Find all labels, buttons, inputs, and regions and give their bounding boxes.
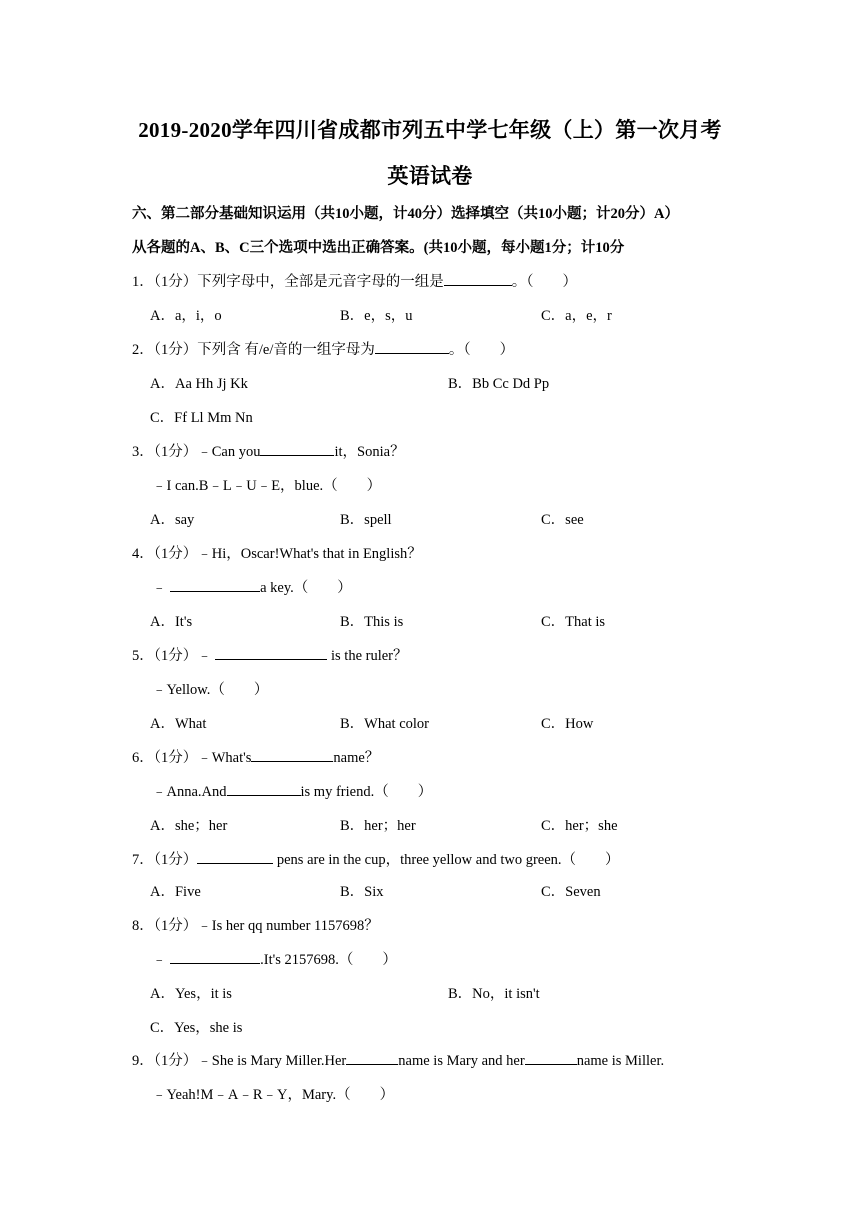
question-text: 9．（1分）﹣She is Mary Miller.Her — [132, 1053, 347, 1069]
question-6-option-c: C．her；she — [541, 818, 618, 834]
answer-blank — [170, 577, 260, 592]
question-8-option-c: C．Yes，she is — [150, 1020, 243, 1036]
question-7-stem — [132, 848, 620, 869]
question-text: name is Miller. — [576, 1053, 665, 1069]
question-3-option-b: B．spell — [340, 512, 392, 528]
answer-blank — [197, 849, 273, 864]
question-7-option-a: A．Five — [150, 884, 201, 900]
question-2-option-c: C．Ff Ll Mm Nn — [150, 410, 253, 426]
answer-blank — [444, 271, 512, 286]
question-text: 2．（1分）下列含 有/e/音的一组字母为 — [132, 342, 375, 358]
question-2-option-a: A．Aa Hh Jj Kk — [150, 376, 248, 392]
question-5-response: ﹣Yellow.（ ） — [152, 682, 269, 698]
question-text: it，Sonia？ — [334, 444, 405, 460]
answer-blank — [251, 747, 333, 762]
question-text: is the ruler？ — [327, 648, 408, 664]
question-1-stem — [132, 270, 577, 291]
question-1-option-c: C．a，e，r — [541, 308, 612, 324]
answer-blank — [215, 645, 327, 660]
answer-blank — [525, 1050, 577, 1065]
question-text: pens are in the cup，three yellow and two green.（ ） — [273, 852, 620, 868]
question-5-option-a: A．What — [150, 716, 207, 732]
question-4-option-a: A．It's — [150, 614, 193, 630]
question-text: 3．（1分）﹣Can you — [132, 444, 261, 460]
question-6-stem — [132, 746, 379, 767]
question-4-response — [152, 576, 352, 597]
question-3-option-c: C．see — [541, 512, 584, 528]
question-text: 1．（1分）下列字母中，全部是元音字母的一组是 — [132, 274, 444, 290]
answer-blank — [375, 339, 449, 354]
question-2-option-b: B．Bb Cc Dd Pp — [448, 376, 550, 392]
question-text: ﹣Anna.And — [152, 784, 227, 800]
question-9-response: ﹣Yeah!M﹣A﹣R﹣Y，Mary.（ ） — [152, 1087, 395, 1103]
question-text: .It's 2157698.（ ） — [260, 952, 397, 968]
question-9-stem — [132, 1049, 664, 1070]
answer-blank — [260, 441, 334, 456]
question-4-option-c: C．That is — [541, 614, 606, 630]
question-text: 5．（1分）﹣ — [132, 648, 212, 664]
answer-blank — [170, 949, 260, 964]
question-text: ﹣ — [152, 580, 167, 596]
question-3-option-a: A．say — [150, 512, 195, 528]
question-5-option-c: C．How — [541, 716, 594, 732]
question-1-option-a: A．a，i，o — [150, 308, 222, 324]
question-5-stem — [132, 644, 408, 665]
answer-blank — [227, 781, 301, 796]
question-8-option-a: A．Yes，it is — [150, 986, 232, 1002]
question-3-stem — [132, 440, 405, 461]
question-text: 7．（1分） — [132, 852, 198, 868]
question-4-stem: 4．（1分）﹣Hi，Oscar!What's that in English？ — [132, 546, 422, 562]
question-6-option-b: B．her；her — [340, 818, 416, 834]
exam-title-line1: 2019-2020学年四川省成都市列五中学七年级（上）第一次月考 — [138, 118, 722, 142]
question-4-option-b: B．This is — [340, 614, 404, 630]
exam-title-line2: 英语试卷 — [387, 164, 473, 188]
question-2-stem — [132, 338, 514, 359]
question-text: is my friend.（ ） — [300, 784, 433, 800]
answer-blank — [346, 1050, 398, 1065]
question-6-response — [152, 780, 432, 801]
question-text: 。（ ） — [448, 342, 515, 358]
question-7-option-b: B．Six — [340, 884, 384, 900]
question-1-option-b: B．e，s，u — [340, 308, 413, 324]
question-8-stem: 8．（1分）﹣Is her qq number 1157698？ — [132, 918, 379, 934]
question-text: ﹣ — [152, 952, 167, 968]
question-3-response: ﹣I can.B﹣L﹣U﹣E，blue.（ ） — [152, 478, 382, 494]
question-text: 。（ ） — [511, 274, 577, 290]
question-7-option-c: C．Seven — [541, 884, 601, 900]
question-text: name is Mary and her — [398, 1053, 525, 1069]
section-instruction-line2: 从各题的A、B、C三个选项中选出正确答案。(共10小题，每小题1分；计10分 — [132, 240, 625, 256]
question-8-option-b: B．No，it isn't — [448, 986, 540, 1002]
question-text: a key.（ ） — [260, 580, 352, 596]
question-5-option-b: B．What color — [340, 716, 429, 732]
question-6-option-a: A．she；her — [150, 818, 228, 834]
question-text: name？ — [333, 750, 380, 766]
section-instruction-line1: 六、第二部分基础知识运用（共10小题，计40分）选择填空（共10小题；计20分）A） — [132, 206, 679, 222]
question-8-response — [152, 948, 397, 969]
question-text: 6．（1分）﹣What's — [132, 750, 252, 766]
